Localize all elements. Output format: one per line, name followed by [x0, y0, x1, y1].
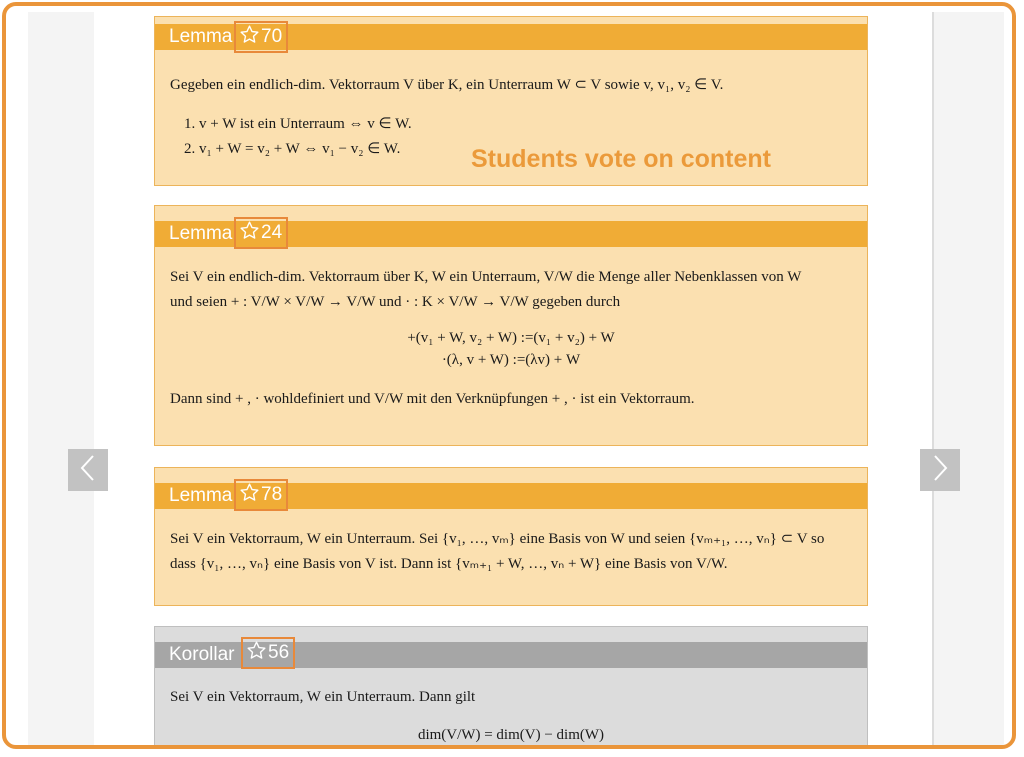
card-type-label: Korollar [169, 644, 235, 665]
card-text: Dann sind + , · wohldefiniert und V/W mit den Verknüpfungen + , · ist ein Vektorraum. [170, 391, 695, 407]
card-text: Sei V ein Vektorraum, W ein Unterraum. Dann gilt [170, 689, 476, 705]
vote-count: 70 [261, 26, 283, 47]
chevron-left-icon [77, 453, 99, 488]
card-type-label: Lemma [169, 223, 233, 244]
document-viewport [28, 12, 1004, 749]
card-text: Sei V ein endlich-dim. Vektorraum über K, W ein Unterraum, V/W die Menge aller Nebenklassen von W [170, 269, 802, 285]
vote-button[interactable] [234, 21, 288, 53]
card-type-label: Lemma [169, 26, 233, 47]
chevron-right-icon [929, 453, 951, 488]
star-icon [239, 220, 260, 247]
card-text: Sei V ein Vektorraum, W ein Unterraum. Sei {v₁, …, vₘ} eine Basis von W und seien {vₘ₊₁, …, vₙ} ⊂ V so [170, 531, 825, 547]
star-icon [239, 24, 260, 51]
vote-button[interactable] [241, 637, 295, 669]
next-slide-button[interactable] [920, 449, 960, 491]
equation: dim(V/W) = dim(V) − dim(W) [417, 727, 605, 743]
card-text: und seien + : V/W × V/W → V/W und · : K × V/W → V/W gegeben durch [170, 294, 621, 310]
card-body [170, 685, 852, 746]
star-icon [246, 640, 267, 667]
presentation-frame [2, 2, 1016, 749]
list-item: 2. v₁ + W = v₂ + W ⇔ v₁ − v₂ ∈ W. [184, 141, 401, 157]
vote-count: 56 [268, 642, 290, 663]
vote-button[interactable] [234, 217, 288, 249]
lemma-card-3 [154, 467, 868, 606]
card-body [170, 527, 852, 577]
list-item: 1. v + W ist ein Unterraum ⇔ v ∈ W. [184, 116, 412, 132]
korollar-card [154, 626, 868, 749]
page-divider [932, 12, 934, 749]
equation: ·(λ, v + W) :=(λv) + W [441, 352, 581, 368]
lemma-card-2 [154, 205, 868, 446]
annotation-label: Students vote on content [471, 145, 771, 173]
vote-count: 24 [261, 222, 283, 243]
card-text: Gegeben ein endlich-dim. Vektorraum V über K, ein Unterraum W ⊂ V sowie v, v₁, v₂ ∈ V. [170, 77, 724, 93]
equation: +(v₁ + W, v₂ + W) :=(v₁ + v₂) + W [407, 330, 615, 346]
card-type-label: Lemma [169, 485, 233, 506]
card-text: dass {v₁, …, vₙ} eine Basis von V ist. Dann ist {vₘ₊₁ + W, …, vₙ + W} eine Basis von V/W. [170, 556, 728, 572]
prev-slide-button[interactable] [68, 449, 108, 491]
star-icon [239, 482, 260, 509]
vote-button[interactable] [234, 479, 288, 511]
vote-count: 78 [261, 484, 283, 505]
card-body [170, 265, 852, 412]
